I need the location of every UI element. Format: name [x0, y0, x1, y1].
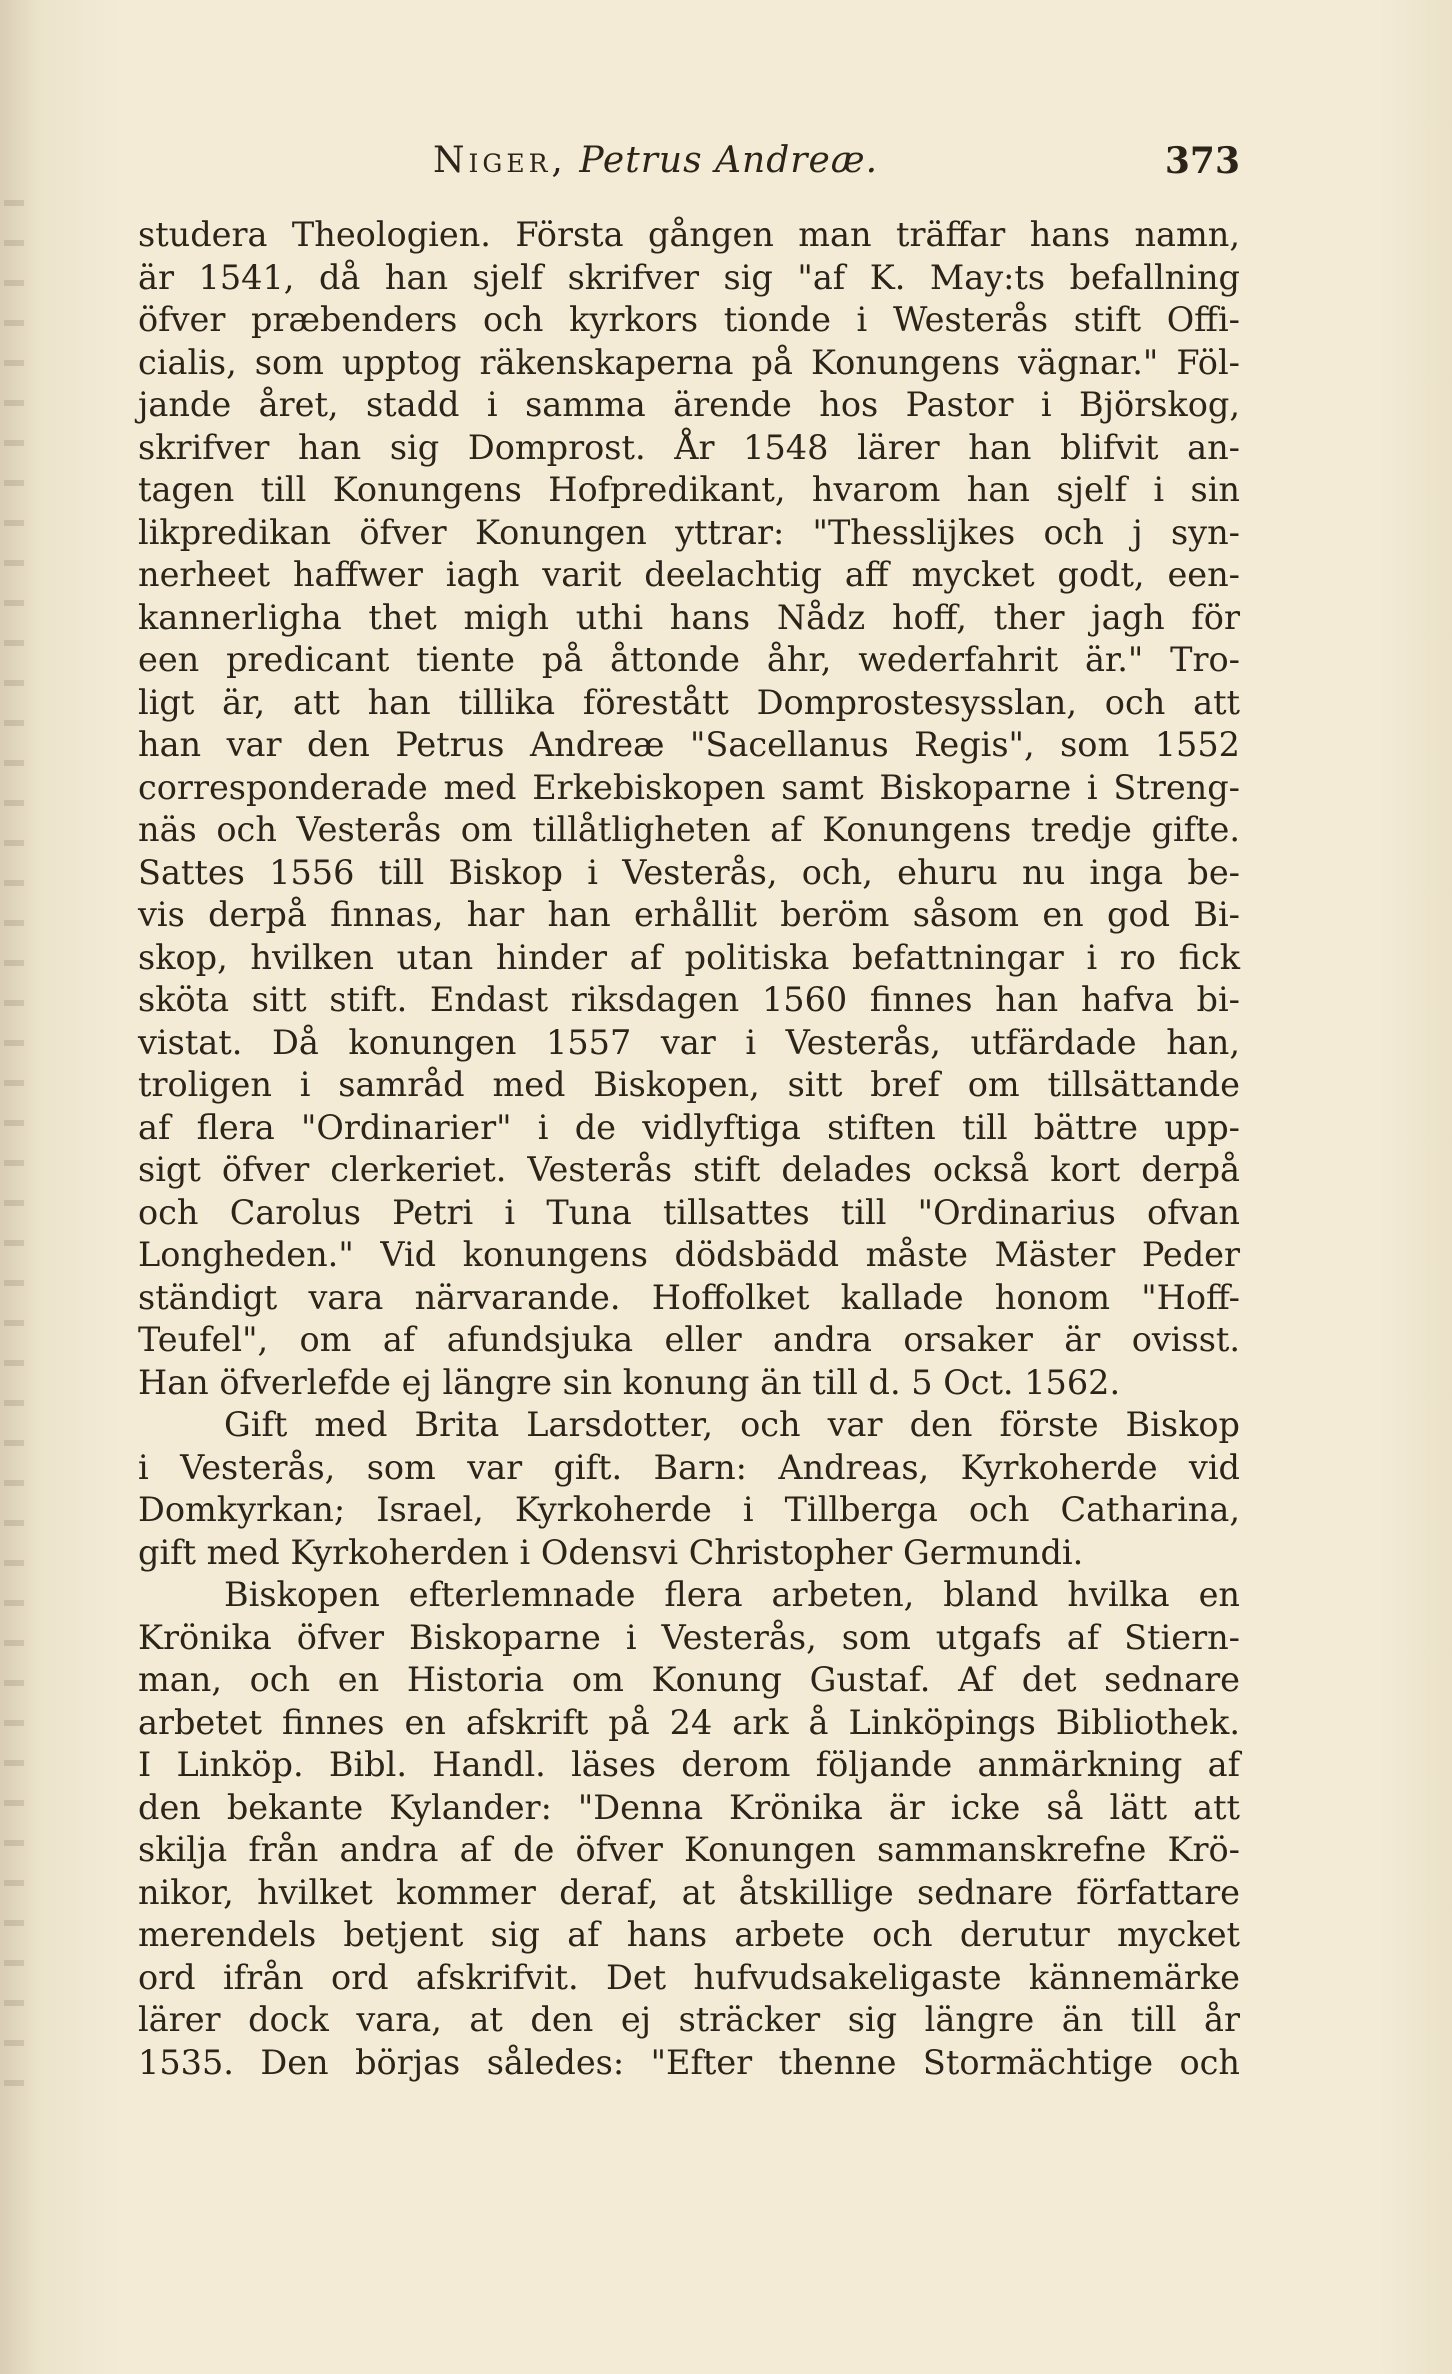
text-line: vistat. Då konungen 1557 var i Vesterås, utfärdade han,	[138, 1022, 1240, 1062]
text-line: Domkyrkan; Israel, Kyrkoherde i Tillberga och Catharina,	[138, 1490, 1240, 1529]
text-line: skop, hvilken utan hinder af politiska befattningar i ro fick	[138, 937, 1240, 977]
page-header	[138, 140, 1240, 192]
page-edge-shadow	[4, 200, 24, 2100]
running-head-name: Niger,	[433, 140, 567, 181]
text-line: sigt öfver clerkeriet. Vesterås stift delades också kort derpå	[138, 1150, 1240, 1189]
text-line: Biskopen efterlemnade flera arbeten, bland hvilka en	[224, 1575, 1240, 1614]
text-line: skilja från andra af de öfver Konungen sammanskrefne Krö-	[138, 1830, 1240, 1869]
running-head	[433, 140, 878, 181]
text-line: vis derpå finnas, har han erhållit beröm såsom en god Bi-	[138, 895, 1240, 934]
text-line: studera Theologien. Första gången man träffar hans namn,	[138, 215, 1240, 254]
text-line: cialis, som upptog räkenskaperna på Konungens vägnar." Föl-	[138, 342, 1240, 382]
text-line: likpredikan öfver Konungen yttrar: "Thesslijkes och j syn-	[138, 512, 1240, 552]
text-line: I Linköp. Bibl. Handl. läses derom följande anmärkning af	[138, 1745, 1240, 1784]
text-line: merendels betjent sig af hans arbete och derutur mycket	[138, 1915, 1240, 1954]
text-line: ständigt vara närvarande. Hoffolket kallade honom "Hoff-	[138, 1277, 1240, 1317]
body-text	[138, 214, 1240, 2084]
text-line: sköta sitt stift. Endast riksdagen 1560 finnes han hafva bi-	[138, 980, 1240, 1019]
text-line: näs och Vesterås om tillåtligheten af Konungens tredje gifte.	[138, 810, 1240, 849]
text-line: 1535. Den börjas således: "Efter thenne Stormächtige och	[138, 2042, 1240, 2082]
text-line: jande året, stadd i samma ärende hos Pastor i Björskog,	[138, 385, 1240, 424]
text-line: lärer dock vara, at den ej sträcker sig längre än till år	[138, 2000, 1240, 2039]
text-line: han var den Petrus Andreæ "Sacellanus Regis", som 1552	[138, 725, 1240, 764]
text-line: af flera "Ordinarier" i de vidlyftiga stiften till bättre upp-	[138, 1107, 1240, 1147]
text-line: den bekante Kylander: "Denna Krönika är icke så lätt att	[138, 1787, 1240, 1827]
text-line: ligt är, att han tillika förestått Domprostesysslan, och att	[138, 682, 1240, 722]
text-line: Han öfverlefde ej längre sin konung än till d. 5 Oct. 1562.	[138, 1362, 1121, 1402]
text-line: och Carolus Petri i Tuna tillsattes till "Ordinarius ofvan	[138, 1192, 1240, 1232]
text-line: Longheden." Vid konungens dödsbädd måste Mäster Peder	[138, 1235, 1240, 1274]
text-line: ord ifrån ord afskrifvit. Det hufvudsakeligaste kännemärke	[138, 1957, 1240, 1997]
text-line: Teufel", om af afundsjuka eller andra orsaker är ovisst.	[138, 1320, 1240, 1359]
running-head-title: Petrus Andreæ.	[579, 140, 879, 181]
text-line: tagen till Konungens Hofpredikant, hvarom han sjelf i sin	[138, 470, 1240, 509]
text-line: öfver præbenders och kyrkors tionde i Westerås stift Offi-	[138, 300, 1240, 339]
page-number: 373	[1164, 140, 1240, 182]
text-line: nikor, hvilket kommer deraf, at åtskillige sednare författare	[138, 1872, 1240, 1912]
text-line: troligen i samråd med Biskopen, sitt bref om tillsättande	[138, 1065, 1240, 1104]
text-line: corresponderade med Erkebiskopen samt Biskoparne i Streng-	[138, 767, 1240, 807]
text-line: skrifver han sig Domprost. År 1548 lärer han blifvit an-	[138, 427, 1240, 467]
text-line: man, och en Historia om Konung Gustaf. Af det sednare	[138, 1660, 1240, 1699]
text-line: i Vesterås, som var gift. Barn: Andreas, Kyrkoherde vid	[138, 1447, 1240, 1487]
text-line: Krönika öfver Biskoparne i Vesterås, som utgafs af Stiern-	[138, 1617, 1240, 1657]
text-line: Gift med Brita Larsdotter, och var den förste Biskop	[224, 1405, 1240, 1444]
text-line: arbetet finnes en afskrift på 24 ark å Linköpings Bibliothek.	[138, 1702, 1240, 1742]
text-line: nerheet haffwer iagh varit deelachtig aff mycket godt, een-	[138, 555, 1240, 594]
text-line: Sattes 1556 till Biskop i Vesterås, och, ehuru nu inga be-	[138, 852, 1240, 892]
text-line: een predicant tiente på åttonde åhr, wederfahrit är." Tro-	[138, 640, 1240, 679]
text-line: kannerligha thet migh uthi hans Nådz hoff, ther jagh för	[138, 597, 1240, 637]
text-line: gift med Kyrkoherden i Odensvi Christopher Germundi.	[138, 1532, 1084, 1572]
text-line: är 1541, då han sjelf skrifver sig "af K. May:ts befallning	[138, 257, 1240, 297]
